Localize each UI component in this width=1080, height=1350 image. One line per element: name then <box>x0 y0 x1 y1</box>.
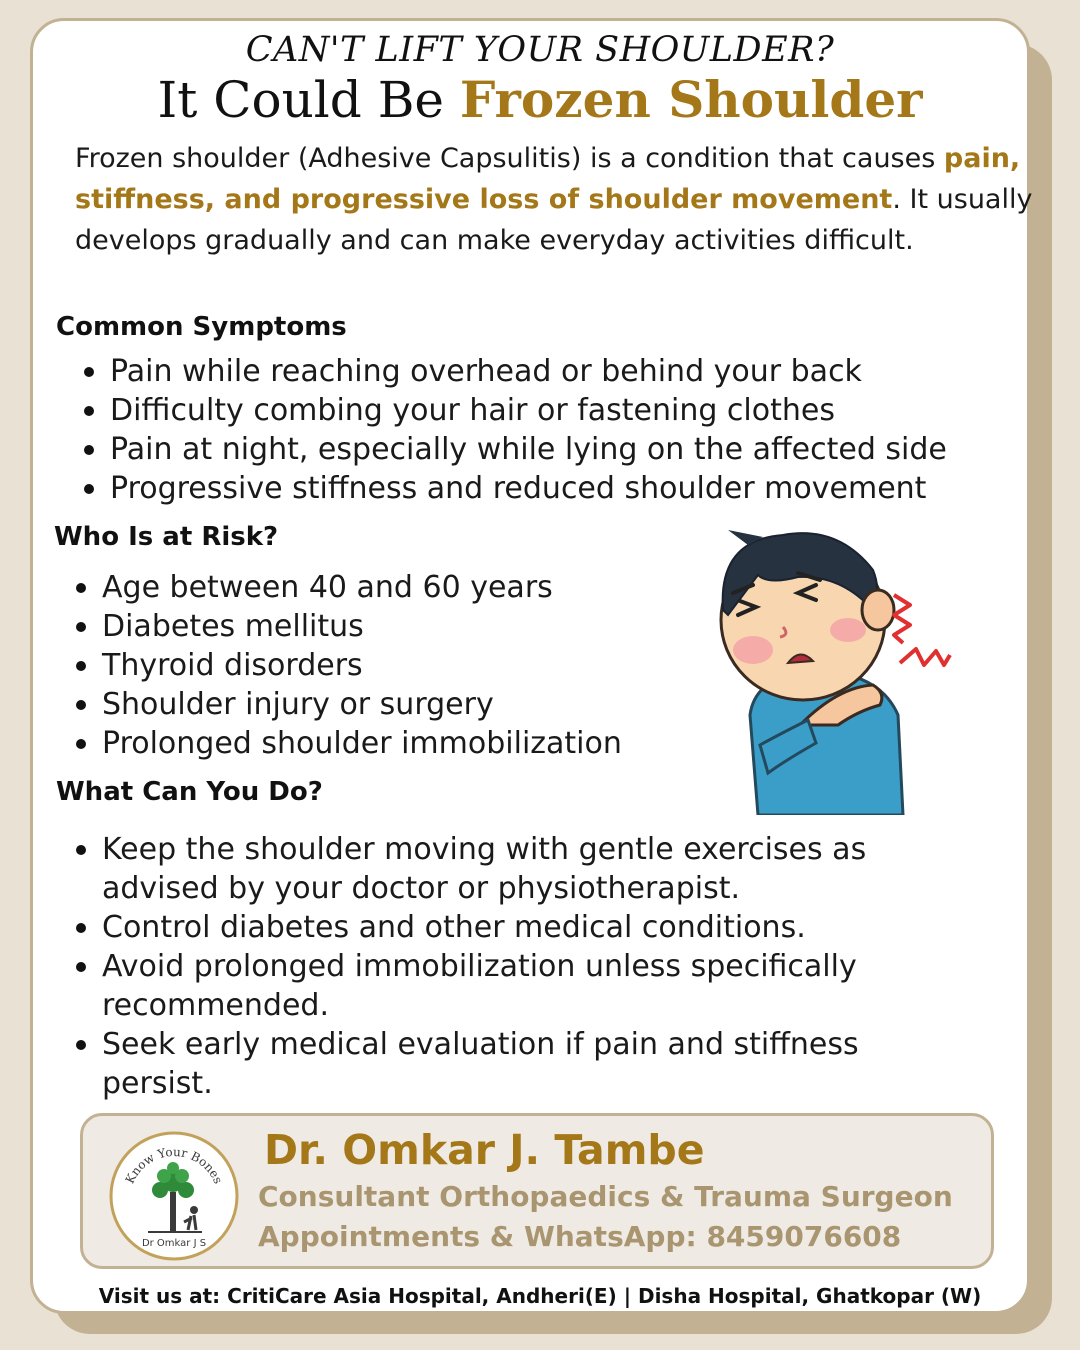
intro-part2: . It usually develops gradually and can make everyday activities difficult. <box>75 184 1033 256</box>
list-item: Seek early medical evaluation if pain and stiffness persist. <box>72 1025 972 1103</box>
risk-list <box>72 568 712 763</box>
list-item: Avoid prolonged immobilization unless specifically recommended. <box>72 947 972 1025</box>
risk-heading: Who Is at Risk? <box>54 522 279 552</box>
kicker-question: CAN'T LIFT YOUR SHOULDER? <box>245 30 835 70</box>
know-your-bones-logo <box>108 1130 240 1262</box>
logo-bottom-text: Dr Omkar J S <box>141 1238 207 1249</box>
actions-list <box>72 830 972 1103</box>
list-item: Difficulty combing your hair or fastening clothes <box>80 391 1040 430</box>
list-item: Diabetes mellitus <box>72 607 712 646</box>
symptoms-heading: Common Symptoms <box>56 312 347 342</box>
list-item: Age between 40 and 60 years <box>72 568 712 607</box>
list-item: Shoulder injury or surgery <box>72 685 712 724</box>
page-title <box>0 70 1080 129</box>
list-item: Progressive stiffness and reduced shoulder movement <box>80 469 1040 508</box>
actions-heading: What Can You Do? <box>56 777 323 807</box>
doctor-name: Dr. Omkar J. Tambe <box>264 1126 705 1174</box>
logo-top-text: Know Your Bones <box>122 1144 226 1186</box>
doctor-designation: Consultant Orthopaedics & Trauma Surgeon <box>258 1180 953 1213</box>
symptoms-list <box>80 352 1040 508</box>
list-item: Pain while reaching overhead or behind your back <box>80 352 1040 391</box>
list-item: Prolonged shoulder immobilization <box>72 724 712 763</box>
shoulder-pain-person-icon <box>688 515 958 815</box>
appointment-contact: Appointments & WhatsApp: 8459076608 <box>258 1220 902 1253</box>
intro-highlight: pain, stiffness, and progressive loss of shoulder movement <box>75 143 1021 215</box>
list-item: Thyroid disorders <box>72 646 712 685</box>
title-plain: It Could Be <box>157 71 460 129</box>
intro-part1: Frozen shoulder (Adhesive Capsulitis) is a condition that causes <box>75 143 944 174</box>
list-item: Control diabetes and other medical conditions. <box>72 908 972 947</box>
list-item: Keep the shoulder moving with gentle exercises as advised by your doctor or physiotherapist. <box>72 830 972 908</box>
title-highlight: Frozen Shoulder <box>459 70 923 129</box>
visit-locations: Visit us at: CritiCare Asia Hospital, Andheri(E) | Disha Hospital, Ghatkopar (W) <box>98 1284 982 1308</box>
intro-paragraph <box>75 138 1035 261</box>
list-item: Pain at night, especially while lying on the affected side <box>80 430 1040 469</box>
